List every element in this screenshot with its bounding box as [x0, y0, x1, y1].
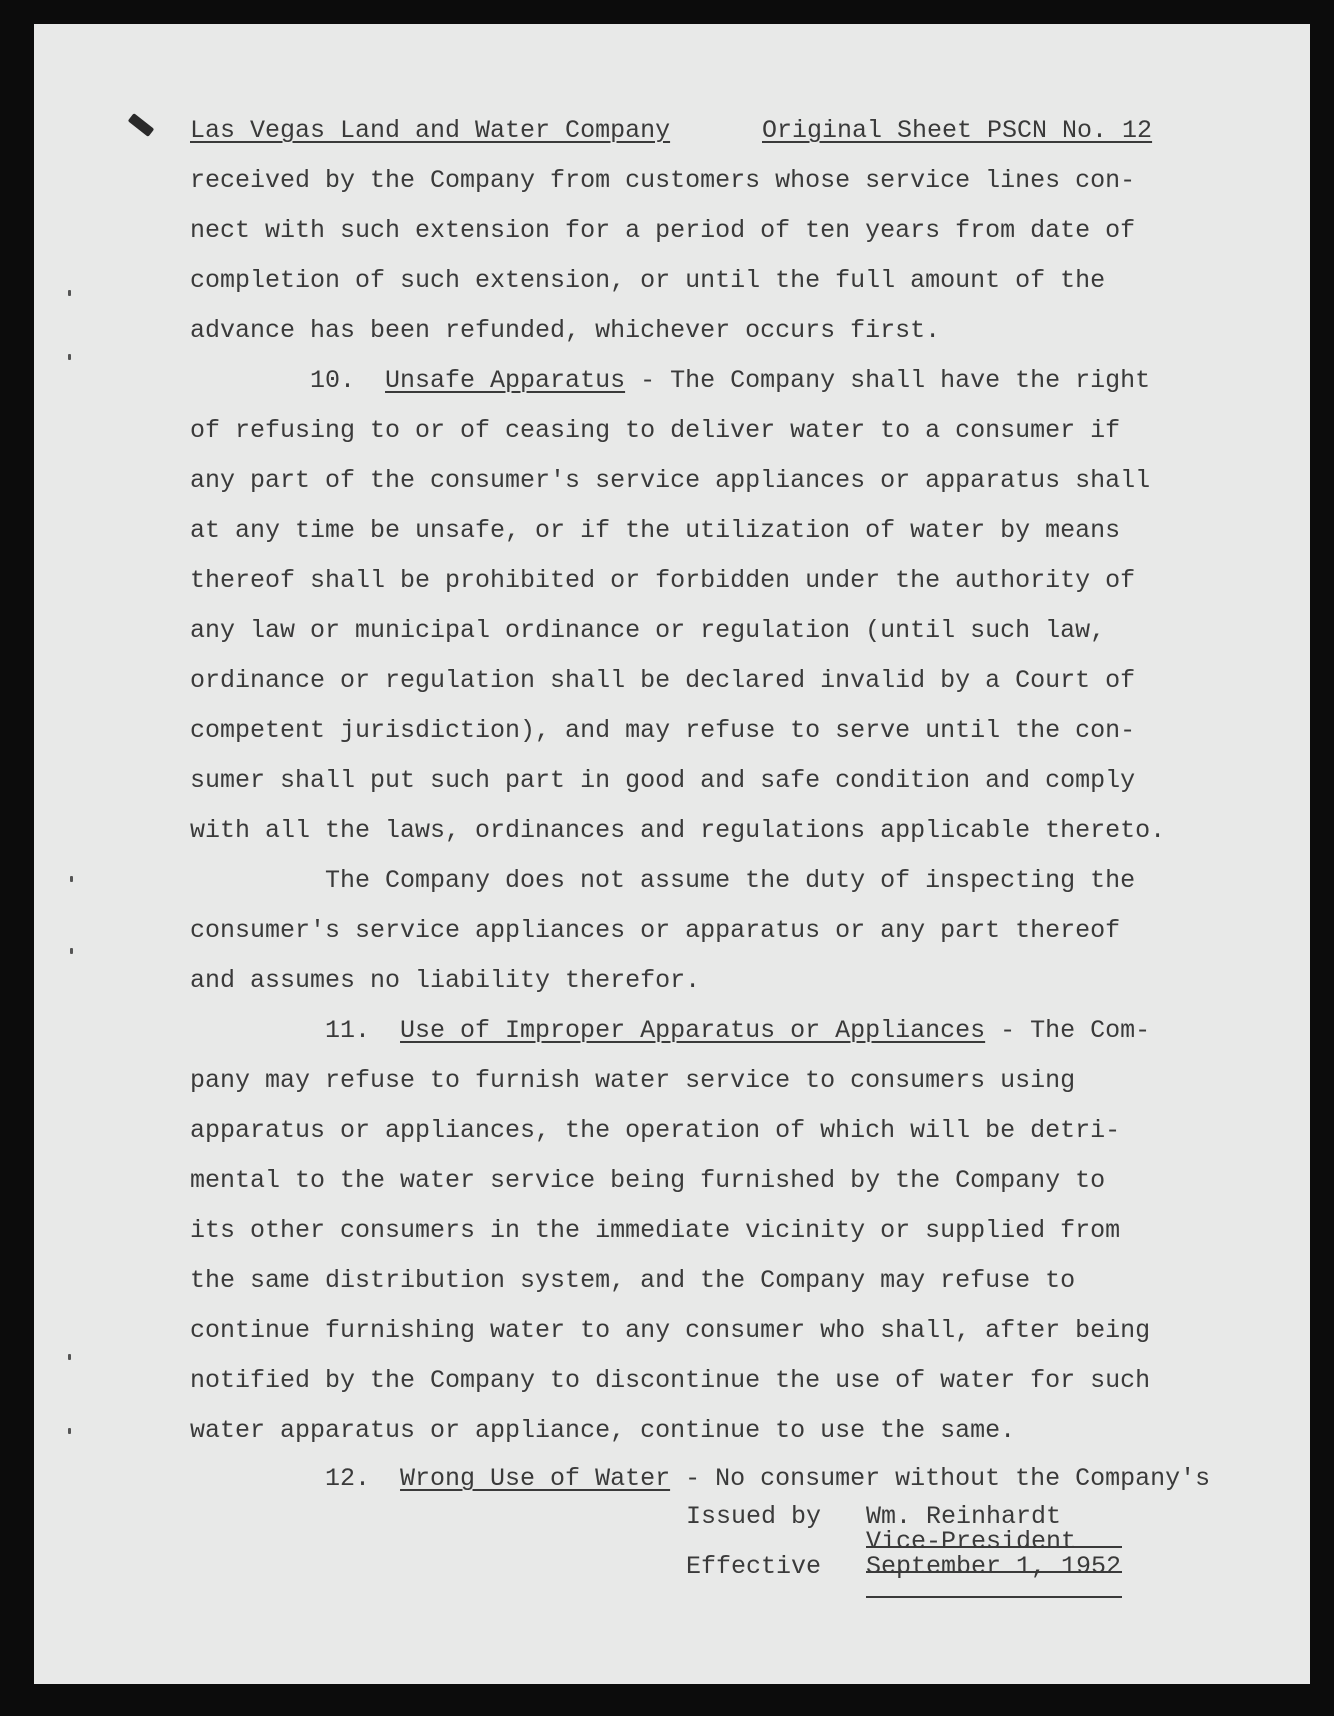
body-line: of refusing to or of ceasing to deliver water to a consumer if: [190, 416, 1121, 445]
issuer-name: Wm. Reinhardt: [866, 1502, 1062, 1531]
section-number: 11.: [325, 1016, 371, 1045]
body-line: apparatus or appliances, the operation of which will be detri-: [190, 1116, 1121, 1145]
body-line: completion of such extension, or until the full amount of the: [190, 266, 1106, 295]
section-heading-rest: - The Company shall have the right: [625, 366, 1151, 395]
body-line: pany may refuse to furnish water service to consumers using: [190, 1066, 1076, 1095]
body-line: at any time be unsafe, or if the utilization of water by means: [190, 516, 1121, 545]
body-line: advance has been refunded, whichever occurs first.: [190, 316, 941, 345]
body-line: ordinance or regulation shall be declared invalid by a Court of: [190, 666, 1136, 695]
signature-rule: [866, 1571, 1122, 1573]
body-line: notified by the Company to discontinue the use of water for such: [190, 1366, 1151, 1395]
body-line: received by the Company from customers whose service lines con-: [190, 166, 1136, 195]
body-line: competent jurisdiction), and may refuse to serve until the con-: [190, 716, 1136, 745]
issued-by-label: Issued by: [686, 1502, 822, 1531]
effective-date: September 1, 1952: [866, 1552, 1122, 1581]
section-10-heading: [310, 366, 1150, 395]
body-line: continue furnishing water to any consumer who shall, after being: [190, 1316, 1151, 1345]
signature-rule: [866, 1546, 1122, 1548]
issuer-title: Vice-President: [866, 1527, 1077, 1556]
section-11-heading: [325, 1016, 1150, 1045]
section-title: Wrong Use of Water: [400, 1464, 671, 1493]
header-sheet-number: Original Sheet PSCN No. 12: [762, 116, 1153, 145]
body-line: nect with such extension for a period of ten years from date of: [190, 216, 1136, 245]
body-line: The Company does not assume the duty of inspecting the: [325, 866, 1136, 895]
section-12-heading: [325, 1464, 1210, 1493]
section-heading-rest: - No consumer without the Company's: [670, 1464, 1211, 1493]
body-line: consumer's service appliances or apparatus or any part thereof: [190, 916, 1121, 945]
signature-rule: [866, 1596, 1122, 1598]
staple-mark: [128, 113, 155, 137]
body-line: any part of the consumer's service appliances or apparatus shall: [190, 466, 1151, 495]
body-line: the same distribution system, and the Company may refuse to: [190, 1266, 1076, 1295]
section-number: 12.: [325, 1464, 371, 1493]
section-title: Use of Improper Apparatus or Appliances: [400, 1016, 986, 1045]
margin-speck: [68, 1428, 71, 1434]
body-line: sumer shall put such part in good and safe condition and comply: [190, 766, 1136, 795]
body-line: and assumes no liability therefor.: [190, 966, 701, 995]
margin-speck: [68, 1354, 71, 1360]
body-line: water apparatus or appliance, continue to use the same.: [190, 1416, 1016, 1445]
section-heading-rest: - The Com-: [985, 1016, 1151, 1045]
section-number: 10.: [310, 366, 356, 395]
section-title: Unsafe Apparatus: [385, 366, 626, 395]
body-line: mental to the water service being furnished by the Company to: [190, 1166, 1106, 1195]
body-line: with all the laws, ordinances and regulations applicable thereto.: [190, 816, 1166, 845]
header-company: Las Vegas Land and Water Company: [190, 116, 671, 145]
body-line: any law or municipal ordinance or regulation (until such law,: [190, 616, 1106, 645]
body-line: its other consumers in the immediate vicinity or supplied from: [190, 1216, 1121, 1245]
document-text: [34, 24, 1211, 1581]
effective-label: Effective: [686, 1552, 822, 1581]
document-page: [34, 24, 1310, 1684]
body-line: thereof shall be prohibited or forbidden under the authority of: [190, 566, 1136, 595]
